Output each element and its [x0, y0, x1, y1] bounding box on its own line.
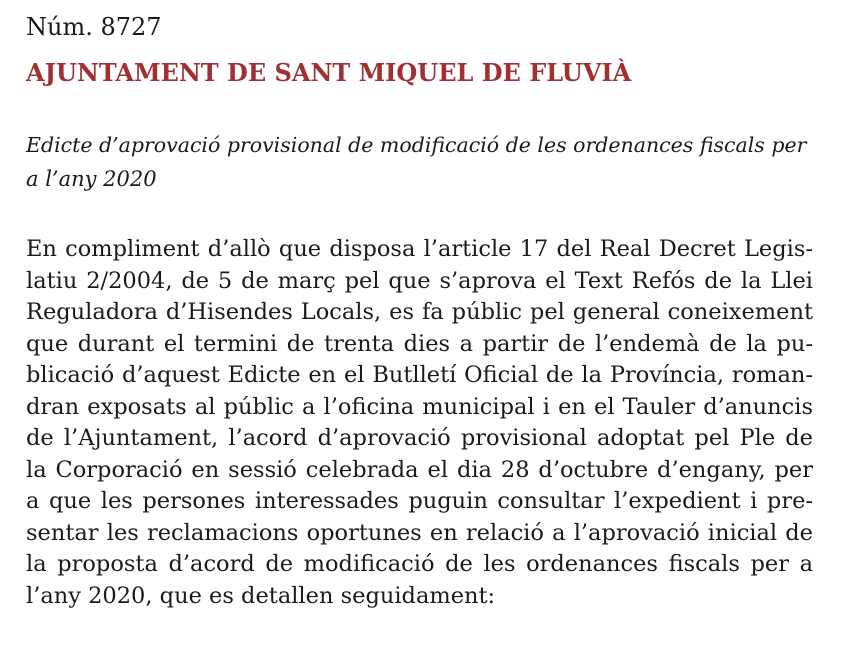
- body-line: l’any 2020, que es detallen seguidament:: [26, 582, 496, 609]
- body-line: que durant el termini de trenta dies a partir de l’endemà de la pu-: [26, 330, 813, 357]
- body-line: blicació d’aquest Edicte en el Butlletí Oficial de la Província, roman-: [26, 362, 813, 388]
- body-line: la Corporació en sessió celebrada el dia 28 d’octubre d’engany, per: [26, 456, 813, 483]
- body-line: dran exposats al públic a l’oficina municipal i en el Tauler d’anuncis: [26, 393, 813, 420]
- edict-subtitle: [26, 128, 813, 196]
- subtitle-line: Edicte d’aprovació provisional de modificació de les ordenances fiscals per: [26, 133, 807, 157]
- body-line: de l’Ajuntament, l’acord d’aprovació provisional adoptat pel Ple de: [26, 425, 813, 451]
- organization-heading: AJUNTAMENT DE SANT MIQUEL DE FLUVIÀ: [26, 58, 632, 87]
- body-line: sentar les reclamacions oportunes en relació a l’aprovació inicial de: [26, 519, 813, 546]
- body-line: Reguladora d’Hisendes Locals, es fa públic pel general coneixement: [26, 299, 813, 325]
- subtitle-line: a l’any 2020: [26, 167, 157, 191]
- body-line: la proposta d’acord de modificació de les ordenances fiscals per a: [26, 551, 813, 577]
- edict-body-paragraph: [26, 234, 813, 612]
- body-line: a que les persones interessades puguin consultar l’expedient i pre-: [26, 488, 813, 514]
- body-line: En compliment d’allò que disposa l’article 17 del Real Decret Legis-: [26, 236, 813, 262]
- body-line: latiu 2/2004, de 5 de març pel que s’aprova el Text Refós de la Llei: [26, 267, 813, 294]
- announcement-number: Núm. 8727: [26, 13, 162, 41]
